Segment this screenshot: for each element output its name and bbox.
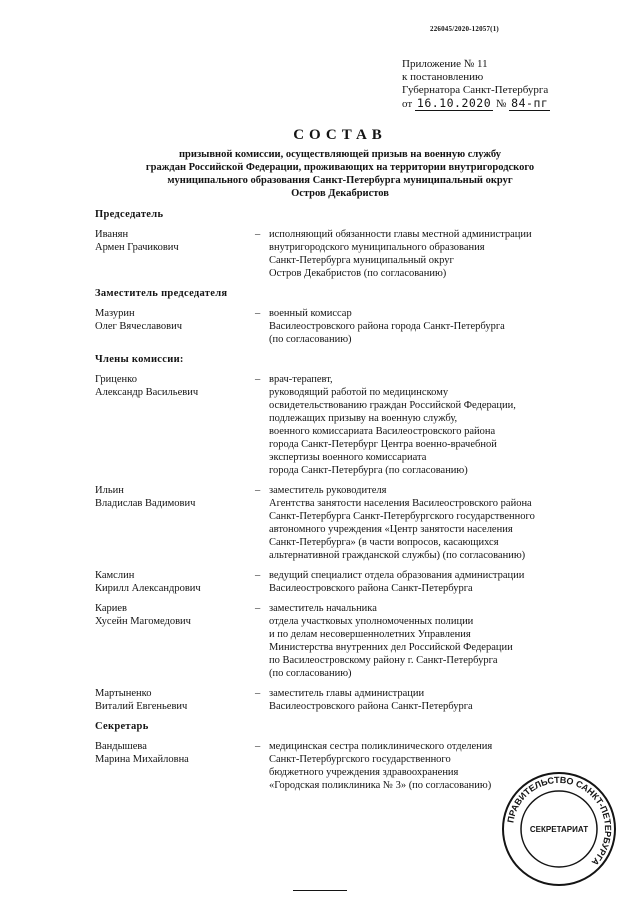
member-role-line: города Санкт-Петербург Центра военно-врачебной [269,439,497,450]
number-sign: № [495,98,507,110]
member-role-line: и по делам несовершеннолетних Управления [269,629,471,640]
subtitle-line: призывной комиссии, осуществляющей призыв на военную службу [179,149,501,160]
member-role-line: Министерства внутренних дел Российской Федерации [269,642,513,653]
member-row [95,687,615,713]
member-row [95,228,615,280]
member-role-line: Василеостровского района Санкт-Петербурга [269,583,473,594]
member-role-line: (по согласованию) [269,668,352,679]
commission-roster [95,208,615,799]
member-name [95,687,255,713]
member-name-line: Камслин [95,570,135,581]
member-name [95,569,255,595]
member-role-line: заместитель руководителя [269,485,387,496]
member-row [95,373,615,477]
member-name-line: Иванян [95,229,129,240]
member-name [95,602,255,680]
dash-separator: – [255,229,261,240]
member-role-line: освидетельствованию граждан Российской Федерации, [269,400,516,411]
member-name [95,484,255,562]
member-role-line: «Городская поликлиника № 3» (по согласованию) [269,780,492,791]
section-title: Председатель [95,209,164,220]
subtitle-line: муниципального образования Санкт-Петербурга муниципальный округ [167,175,513,186]
member-role-line: экспертизы военного комиссариата [269,452,427,463]
decree-number: 84-пг [511,96,549,110]
member-role-line: бюджетного учреждения здравоохранения [269,767,459,778]
stamp-center-text: СЕКРЕТАРИАТ [529,825,589,834]
member-name-line: Гриценко [95,374,137,385]
member-name [95,373,255,477]
member-role [269,569,615,595]
section-title: Заместитель председателя [95,288,228,299]
subtitle-line: Остров Декабристов [291,188,389,199]
member-name-line: Кариев [95,603,128,614]
member-role-line: по Василеостровскому району г. Санкт-Петербурга [269,655,498,666]
stamp-ring-text: ПРАВИТЕЛЬСТВО САНКТ-ПЕТЕРБУРГА [505,774,614,868]
appendix-line: Приложение № 11 [402,58,488,70]
member-role [269,484,615,562]
member-row [95,307,615,346]
member-role-line: Санкт-Петербурга» (в части вопросов, касающихся [269,537,499,548]
appendix-line: Губернатора Санкт-Петербурга [402,84,549,96]
title-block [90,127,590,200]
member-role-line: руководящий работой по медицинскому [269,387,449,398]
member-role-line: военного комиссариата Василеостровского района [269,426,496,437]
decree-date: 16.10.2020 [416,96,492,110]
member-name-line: Олег Вячеславович [95,321,183,332]
member-role [269,602,615,680]
document-title: СОСТАВ [293,127,387,143]
dash-separator: – [255,570,261,581]
subtitle-line: граждан Российской Федерации, проживающих на территории внутригородского [145,162,535,173]
dash-separator: – [255,688,261,699]
member-name-line: Хусейн Магомедович [95,616,191,627]
member-role [269,307,615,346]
member-role-line: врач-терапевт, [269,374,333,385]
document-number: 226045/2020-12057(1) [430,25,499,33]
appendix-block [402,58,622,111]
member-name-line: Кирилл Александрович [95,583,201,594]
member-row [95,569,615,595]
member-role-line: Остров Декабристов (по согласованию) [269,268,447,279]
member-role-line: медицинская сестра поликлинического отделения [269,741,493,752]
member-name-line: Марина Михайловна [95,754,189,765]
member-role-line: ведущий специалист отдела образования администрации [269,570,525,581]
member-row [95,484,615,562]
section-title: Секретарь [95,721,149,732]
footer-rule [293,890,347,891]
member-name-line: Вандышева [95,741,147,752]
member-role [269,687,615,713]
member-role-line: автономного учреждения «Центр занятости населения [269,524,513,535]
member-row [95,602,615,680]
member-role-line: внутригородского муниципального образования [269,242,485,253]
member-name-line: Армен Грачикович [95,242,179,253]
member-role-line: заместитель главы администрации [269,688,425,699]
member-role-line: Василеостровского района Санкт-Петербурга [269,701,473,712]
member-role-line: подлежащих призыву на военную службу, [269,413,458,424]
member-name-line: Александр Васильевич [95,387,199,398]
dash-separator: – [255,603,261,614]
dash-separator: – [255,308,261,319]
member-name [95,228,255,280]
member-role-line: военный комиссар [269,308,352,319]
member-role-line: города Санкт-Петербурга (по согласованию) [269,465,468,476]
section-title: Члены комиссии: [95,354,184,365]
member-role [269,373,615,477]
member-role-line: Санкт-Петербурга муниципальный округ [269,255,454,266]
member-role-line: отдела участковых уполномоченных полиции [269,616,474,627]
member-name [95,740,255,792]
member-role-line: альтернативной гражданской службы) (по согласованию) [269,550,526,561]
member-name-line: Виталий Евгеньевич [95,701,188,712]
member-role [269,228,615,280]
dash-separator: – [255,374,261,385]
appendix-line: к постановлению [402,71,484,83]
date-prefix: от [402,98,413,110]
dash-separator: – [255,741,261,752]
member-name [95,307,255,346]
official-stamp [500,770,618,888]
member-role-line: Василеостровского района города Санкт-Петербурга [269,321,505,332]
member-role-line: заместитель начальника [269,603,377,614]
member-role-line: Агентства занятости населения Василеостровского района [269,498,532,509]
member-name-line: Ильин [95,485,124,496]
member-name-line: Мартыненко [95,688,152,699]
member-role-line: исполняющий обязанности главы местной администрации [269,229,532,240]
member-name-line: Владислав Вадимович [95,498,196,509]
member-name-line: Мазурин [95,308,135,319]
appendix-date-line [402,97,622,111]
dash-separator: – [255,485,261,496]
member-role-line: (по согласованию) [269,334,352,345]
member-role-line: Санкт-Петербургского государственного [269,754,451,765]
member-role-line: Санкт-Петербурга Санкт-Петербургского государственного [269,511,535,522]
